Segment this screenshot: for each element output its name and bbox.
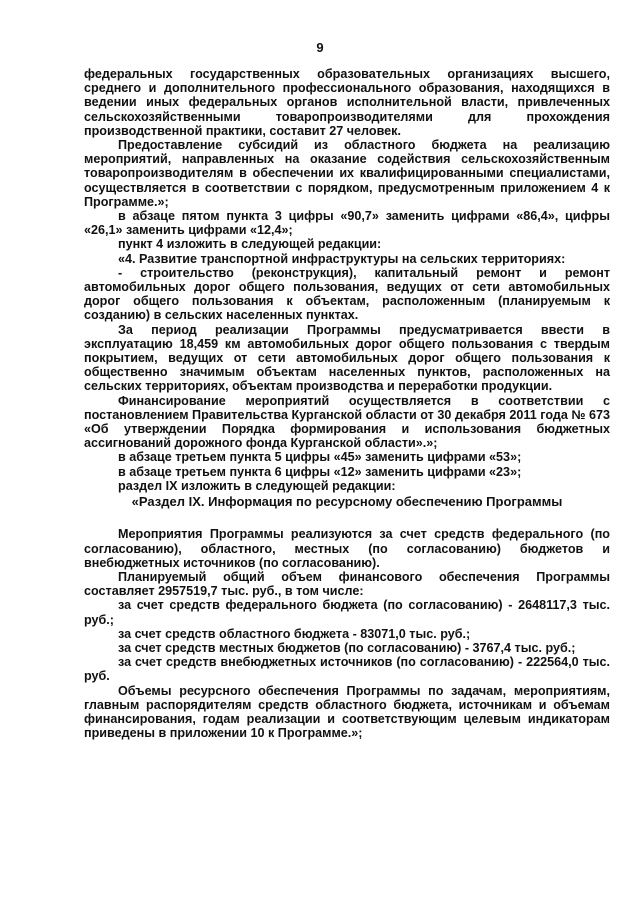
- paragraph-10: в абзаце третьем пункта 6 цифры «12» заменить цифрами «23»;: [118, 464, 522, 479]
- paragraph-18: Объемы ресурсного обеспечения Программы по задачам, мероприятиям, главным распорядителям средств областного бюджета, источникам и объемам финансирования, годам реализации и соответствующим целевым индикаторам приведены в приложении 10 к Программе.»;: [84, 683, 610, 741]
- paragraph-3: в абзаце пятом пункта 3 цифры «90,7» заменить цифрами «86,4», цифры «26,1» заменить цифрами «12,4»;: [84, 209, 610, 238]
- paragraph-8: Финансирование мероприятий осуществляется в соответствии с постановлением Правительства Курганской области от 30 декабря 2011 года № 673 «Об утверждении Порядка формирования и использования бюджетных ассигнований дорожного фонда Курганской области».»;: [84, 393, 610, 451]
- paragraph-16: за счет средств местных бюджетов (по согласованию) - 3767,4 тыс. руб.;: [118, 640, 576, 655]
- paragraph-6: - строительство (реконструкция), капитальный ремонт и ремонт автомобильных дорог общего пользования, ведущих от сети автомобильных дорог общего пользования к объектам, расположенным (планируемым к созданию) в сельских населенных пунктах.: [84, 265, 610, 323]
- paragraph-1: федеральных государственных образовательных организациях высшего, среднего и дополнительного профессионального образования, находящихся в ведении иных федеральных органов исполнительной власти, привлеченных сельскохозяйственными товаропроизводителями для прохождения производственной практики, составит 27 человек.: [84, 67, 610, 138]
- section-heading: «Раздел IX. Информация по ресурсному обеспечению Программы: [131, 494, 563, 510]
- paragraph-5: «4. Развитие транспортной инфраструктуры на сельских территориях:: [118, 251, 566, 266]
- paragraph-12: Мероприятия Программы реализуются за счет средств федерального (по согласованию), областного, местных (по согласованию) бюджетов и внебюджетных источников (по согласованию).: [84, 527, 610, 570]
- paragraph-2: Предоставление субсидий из областного бюджета на реализацию мероприятий, направленных на оказание содействия сельскохозяйственным товаропроизводителям в обеспечении их квалифицированными специалистами, осуществляется в соответствии с порядком, предусмотренным приложением 4 к Программе.»;: [84, 138, 610, 209]
- paragraph-11: раздел IX изложить в следующей редакции:: [118, 478, 396, 493]
- paragraph-9: в абзаце третьем пункта 5 цифры «45» заменить цифрами «53»;: [118, 450, 522, 465]
- paragraph-4: пункт 4 изложить в следующей редакции:: [118, 237, 382, 252]
- paragraph-14: за счет средств федерального бюджета (по согласованию) - 2648117,3 тыс. руб.;: [84, 598, 610, 627]
- page-number: 9: [316, 40, 324, 55]
- paragraph-15: за счет средств областного бюджета - 83071,0 тыс. руб.;: [118, 626, 471, 641]
- paragraph-7: За период реализации Программы предусматривается ввести в эксплуатацию 18,459 км автомобильных дорог общего пользования с твердым покрытием, ведущих от сети автомобильных дорог общего пользования к общественно значимым объектам населенных пунктов, расположенных на сельских территориях, объектам производства и переработки продукции.: [84, 322, 610, 394]
- document-body: [84, 67, 610, 740]
- paragraph-13: Планируемый общий объем финансового обеспечения Программы составляет 2957519,7 тыс. руб., в том числе:: [84, 569, 610, 599]
- paragraph-17: за счет средств внебюджетных источников (по согласованию) - 222564,0 тыс. руб.: [84, 655, 610, 684]
